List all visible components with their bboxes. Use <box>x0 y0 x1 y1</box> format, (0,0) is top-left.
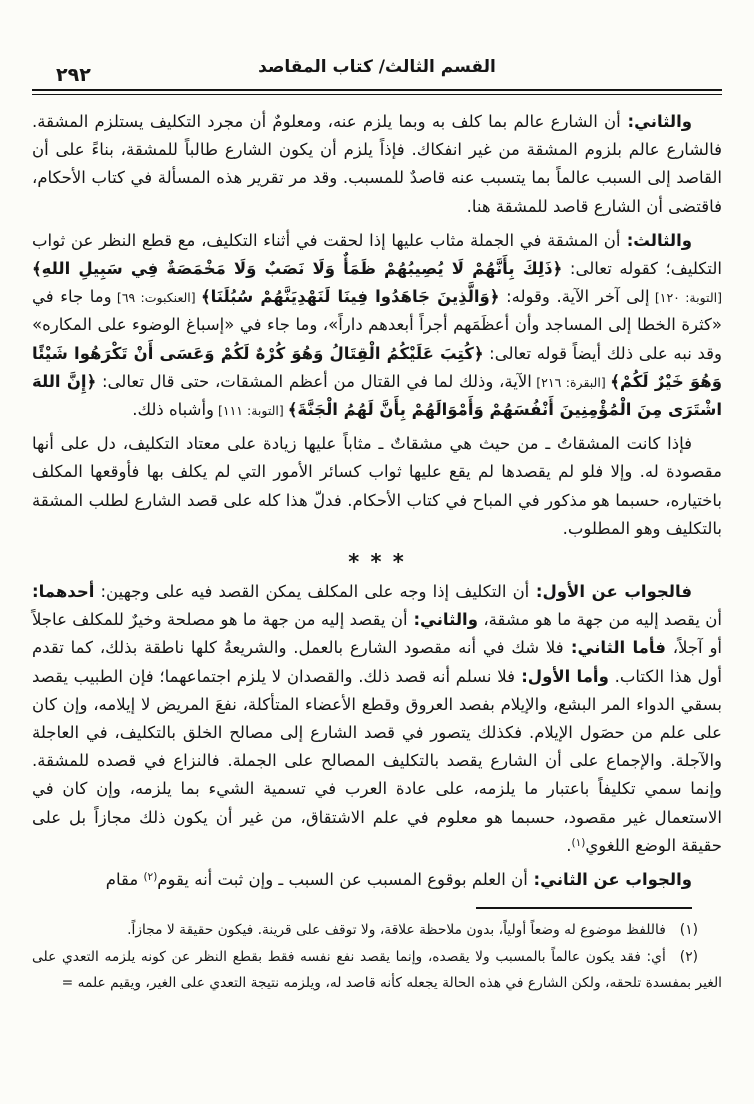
page-header <box>32 0 722 84</box>
footnote-ref: (١) <box>571 836 586 849</box>
paragraph <box>32 430 722 543</box>
header-rule <box>32 89 722 95</box>
footnote <box>32 918 722 943</box>
verse-reference: [التوبة: ١٢٠] <box>649 290 722 306</box>
footnote-text: فاللفظ موضوع له وضعاً أولياً، بدون ملاحظة علاقة، ولا توقف على قرينة. فيكون حقيقة لا مجازاً. <box>127 922 666 939</box>
paragraph <box>32 866 722 894</box>
verse-reference: [التوبة: ١١١] <box>214 403 288 419</box>
body-text: فلا شك في أنه مقصود الشارع بالعمل. والشريعةُ كلها ناطقة بذلك، كما تقدم أول هذا الكتاب. <box>32 638 722 686</box>
paragraph <box>32 578 722 860</box>
footnote-separator <box>476 907 692 909</box>
footnote-marker: (١) <box>679 922 698 939</box>
paragraph <box>32 227 722 424</box>
footnotes <box>32 918 722 995</box>
section-lead: والجواب عن الثاني: <box>527 870 692 890</box>
section-lead: والثاني: <box>407 610 478 630</box>
paragraph <box>32 108 722 221</box>
body-text: الآية، وذلك لما في القتال من أعظم المشقات، حتى قال تعالى: <box>96 371 532 391</box>
body-text: مقام <box>105 870 144 890</box>
body-text: أن التكليف إذا وجه على المكلف يمكن القصد فيه على وجهين: <box>94 582 530 602</box>
body-text: أن الشارع عالم بما كلف به وبما يلزم عنه، ومعلومٌ أن مجرد التكليف يستلزم المشقة. فالشارع عالم بلزوم المشقة من غير انفكاك. فإذاً يلزم أن يكون الشارع طالباً للمشقة، بناءً على أن القاصد إلى السبب عالماً بما يتسبب عنه قاصدٌ للمسبب. وقد مر تقرير هذه المسألة في كتاب الأحكام، فاقتضى أن الشارع قاصد للمشقة هنا. <box>32 112 722 216</box>
footnote-marker: (٢) <box>679 949 698 966</box>
section-lead: والثاني: <box>620 112 692 131</box>
body-text: إلى آخر الآية. وقوله: <box>499 287 650 307</box>
verse-reference: [البقرة: ٢١٦] <box>531 374 611 390</box>
page-body <box>32 108 722 894</box>
body-text: وما جاء في «كثرة الخطا إلى المساجد وأن أعظَمَهم أجراً أبعدهم داراً»، وما جاء في «إسباغ الوضوء على المكاره» وقد نبه على ذلك أيضاً قوله تعالى: <box>32 287 722 363</box>
body-text: . <box>566 835 572 855</box>
quran-verse: ﴿ذَلِكَ بِأَنَّهُمْ لَا يُصِيبُهُمْ ظَمَأٌ وَلَا نَصَبٌ وَلَا مَخْمَصَةٌ فِي سَبِيلِ اللهِ﴾ <box>32 259 563 279</box>
section-lead: والثالث: <box>620 230 692 250</box>
section-lead: أحدهما: <box>32 582 95 602</box>
section-lead: فأما الثاني: <box>563 638 666 658</box>
quran-verse: ﴿كُتِبَ عَلَيْكُمُ الْقِتَالُ وَهُوَ كُرْهٌ لَكُمْ وَعَسَى أَنْ تَكْرَهُوا شَيْئًا وَهُوَ خَيْرٌ لَكُمْ﴾ <box>32 343 723 391</box>
body-text: فإذا كانت المشقاتُ ـ من حيث هي مشقاتٌ ـ مثاباً عليها زيادة على معتاد التكليف، دل على أنها مقصودة له. وإلا فلو لم يقصدها لم يقع عليها ثواب كسائر الأمور التي لم يكلف بها فأوقعها المكلف باختياره، حسبما هو مذكور في المباح في كتاب الأحكام. فدلّ هذا كله على قصد الشارع لطلب المشقة بالتكليف وهو المطلوب. <box>32 434 722 538</box>
section-lead: فالجواب عن الأول: <box>529 582 693 602</box>
section-separator: * * * <box>348 550 406 575</box>
footnote <box>32 945 722 995</box>
body-text: أن يقصد إليه من جهة ما هو مصلحة وخيرٌ للمكلف عاجلاً أو آجلاً، <box>32 610 722 658</box>
quran-verse: ﴿وَالَّذِينَ جَاهَدُوا فِينَا لَنَهْدِيَنَّهُمْ سُبُلَنَا﴾ <box>200 287 500 307</box>
body-text: أن يقصد إليه من جهة ما هو مشقة، <box>477 610 722 630</box>
quran-verse: ﴿إِنَّ اللهَ اشْتَرَى مِنَ الْمُؤْمِنِينَ أَنْفُسَهُمْ وَأَمْوَالَهُمْ بِأَنَّ لَهُمُ الْجَنَّةَ﴾ <box>32 371 722 420</box>
page-number: ٢٩٢ <box>56 64 91 86</box>
section-lead: وأما الأول: <box>514 666 609 686</box>
verse-reference: [العنكبوت: ٦٩] <box>111 290 201 306</box>
body-text: فلا نسلم أنه قصد ذلك. والقصدان لا يلزم اجتماعهما؛ فإن الطبيب يقصد بسقي الدواء المر البشع، والإيلام بفصد العروق وقطع الأعضاء المتأكلة، نفعَ المريض لا إيلامه، وإن كان على علم من حصَول الإيلام. فكذلك يتصور في قصد الشارع إلى مصالح الخلق بالتكليف، في العاجلة والآجلة. والإجماع على أن الشارع يقصد بالتكليف المصالح على الجملة. فالنزاع في قصده للمشقة. وإنما سمي تكليفاً باعتبار ما يلزمه، على عادة العرب في تسمية الشيء بما يلزمه، وإن كان في الاستعمال غير مقصود، حسبما هو معلوم في علم الاشتقاق، من غير أن يكون ذلك مجازاً بل على حقيقة الوضع اللغوي <box>32 666 722 855</box>
footnote-ref: (٢) <box>143 871 158 884</box>
body-text: أن العلم بوقوع المسبب عن السبب ـ وإن ثبت أنه يقوم <box>157 870 528 890</box>
body-text: وأشباه ذلك. <box>132 400 215 420</box>
body-text: أن المشقة في الجملة مثاب عليها إذا لحقت في أثناء التكليف، مع قطع النظر عن ثواب التكليف؛ كقوله تعالى: <box>32 230 722 279</box>
running-title: القسم الثالث/ كتاب المقاصد <box>258 57 496 77</box>
footnote-text: أي: فقد يكون عالماً بالمسبب ولا يقصده، وإنما يقصد نفع نفسه فقط بقطع النظر عن كونه يلزمه التعدي على الغير بمفسدة تلحقه، ولكن الشارع في هذه الحالة يجعله كأنه قاصد له، ويلزمه نتيجة التعدي على الغير، ويقيم علمه = <box>32 949 722 991</box>
